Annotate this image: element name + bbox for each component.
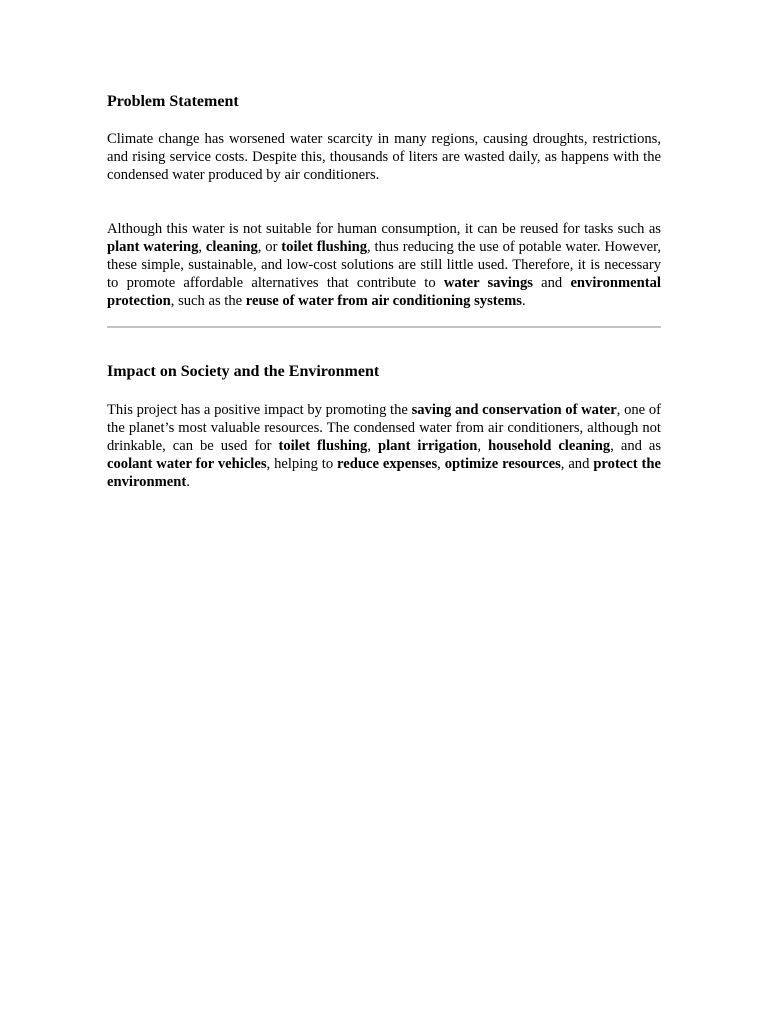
bold-run: reduce expenses <box>337 456 438 472</box>
text-run: This project has a positive impact by promoting the <box>107 402 412 418</box>
text-run: , and <box>560 456 594 472</box>
text-run: , thus reducing the use of potable water. However, these simple, sustainable, and low-cost solutions are still little used. Therefore, it is necessary to promote affordable alternatives that contribute to <box>107 239 662 291</box>
impact-paragraph <box>107 401 661 491</box>
bold-run: water savings <box>443 275 533 291</box>
bold-run: reuse of water from air conditioning systems <box>245 293 522 309</box>
text-run: , <box>367 438 378 454</box>
bold-run: environmental protection <box>107 275 661 309</box>
bold-run: cleaning <box>205 239 258 255</box>
text-run: , <box>477 438 489 454</box>
text-run: , or <box>257 239 282 255</box>
problem-paragraph-1: Climate change has worsened water scarcity in many regions, causing droughts, restrictions, and rising service costs. Despite this, thousands of liters are wasted daily, as happens with the condensed water produced by air conditioners. <box>107 131 661 183</box>
bold-run: toilet flushing <box>278 438 368 454</box>
text-run: Although this water is not suitable for human consumption, it can be reused for tasks such as <box>107 221 661 237</box>
text-run: , helping to <box>266 456 338 472</box>
text-run: . <box>186 474 190 490</box>
text-run: , <box>437 456 445 472</box>
bold-run: saving and conservation of water <box>411 402 617 418</box>
problem-paragraph-2 <box>107 220 661 310</box>
text-run: . <box>521 293 526 309</box>
bold-run: coolant water for vehicles <box>107 456 267 472</box>
bold-run: plant watering <box>107 239 199 255</box>
bold-run: optimize resources <box>444 456 561 472</box>
section-heading-problem-statement: Problem Statement <box>107 93 239 110</box>
horizontal-divider <box>107 326 661 328</box>
bold-run: plant irrigation <box>378 438 478 454</box>
text-run: , and as <box>610 438 662 454</box>
text-run: , such as the <box>170 293 246 309</box>
text-run: , one of the planet’s most valuable resources. The condensed water from air conditioners, although not drinkable, can be used for <box>107 402 661 454</box>
section-heading-impact: Impact on Society and the Environment <box>107 363 380 380</box>
text-run: and <box>532 275 571 291</box>
bold-run: household cleaning <box>488 438 611 454</box>
bold-run: protect the environment <box>107 456 661 490</box>
text-run: , <box>198 239 206 255</box>
bold-run: toilet flushing <box>281 239 368 255</box>
